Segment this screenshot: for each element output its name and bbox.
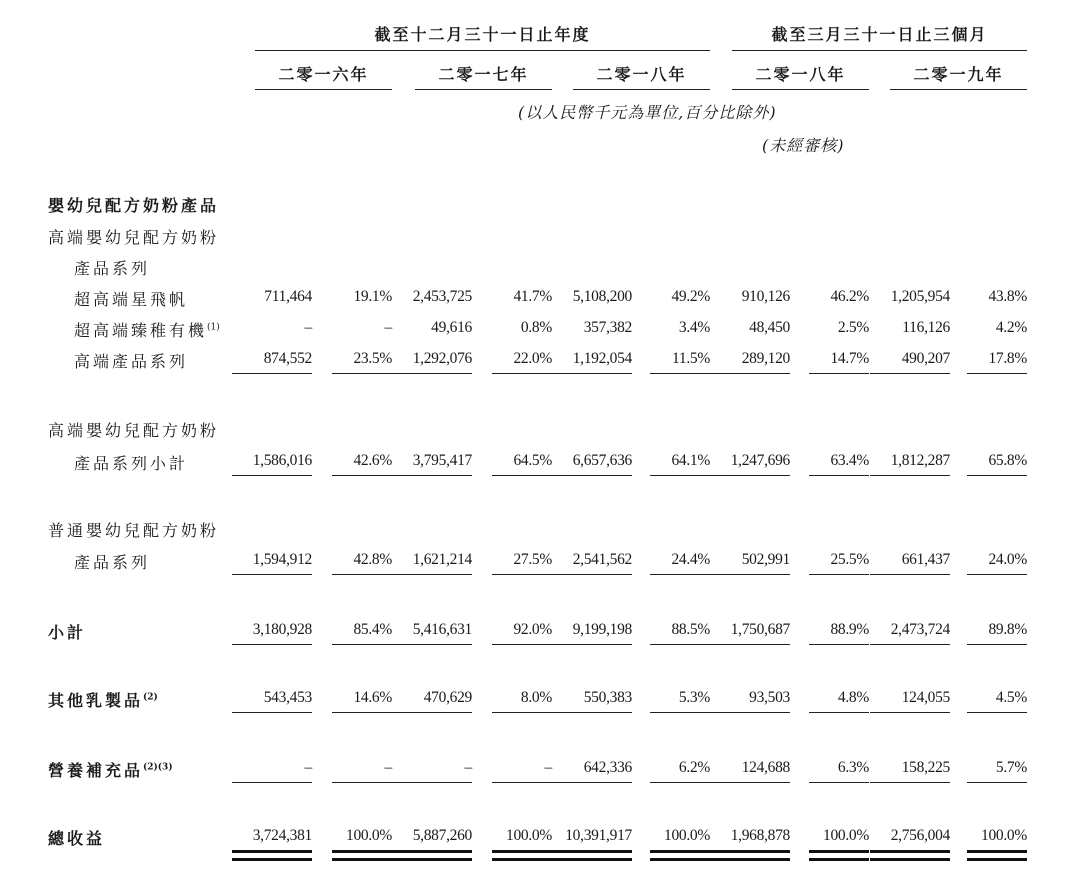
percent-cell: 27.5% — [513, 551, 552, 568]
row-label-text: 嬰幼兒配方奶粉產品 — [48, 196, 220, 215]
percent-cell: 65.8% — [988, 452, 1027, 469]
row-label — [48, 225, 219, 248]
amount-cell: 2,453,725 — [412, 288, 472, 305]
header-group-rule-1 — [255, 50, 710, 51]
cell-underline — [650, 712, 710, 713]
cell-underline — [650, 644, 710, 645]
amount-cell: 1,292,076 — [412, 350, 472, 367]
year-rule-q1-2018 — [732, 89, 869, 90]
cell-underline — [710, 712, 790, 713]
total-double-underline — [552, 850, 632, 853]
total-double-underline — [332, 858, 392, 861]
amount-cell: 1,205,954 — [890, 288, 950, 305]
percent-cell: 19.1% — [353, 288, 392, 305]
cell-underline — [967, 712, 1027, 713]
year-rule-2018 — [573, 89, 710, 90]
percent-cell: 23.5% — [353, 350, 392, 367]
amount-cell: 543,453 — [263, 689, 312, 706]
amount-cell: 49,616 — [431, 319, 472, 336]
row-label-text: 總收益 — [48, 829, 106, 848]
percent-cell: 22.0% — [513, 350, 552, 367]
percent-cell: 25.5% — [830, 551, 869, 568]
total-double-underline — [332, 850, 392, 853]
percent-cell: 6.2% — [678, 759, 710, 776]
amount-cell: 48,450 — [749, 319, 790, 336]
percent-cell: 3.4% — [678, 319, 710, 336]
percent-cell: 4.2% — [995, 319, 1027, 336]
percent-cell: 17.8% — [988, 350, 1027, 367]
amount-cell: 1,192,054 — [572, 350, 632, 367]
total-double-underline — [492, 858, 552, 861]
row-label — [48, 518, 219, 541]
cell-underline — [967, 373, 1027, 374]
percent-cell: 24.4% — [671, 551, 710, 568]
percent-cell: 42.6% — [353, 452, 392, 469]
cell-underline — [232, 712, 312, 713]
row-label — [48, 620, 86, 643]
amount-cell: 2,473,724 — [890, 621, 950, 638]
row-label — [48, 418, 219, 441]
percent-cell: 64.5% — [513, 452, 552, 469]
cell-underline — [870, 373, 950, 374]
cell-underline — [870, 475, 950, 476]
row-label — [48, 688, 158, 711]
amount-cell: 93,503 — [749, 689, 790, 706]
total-double-underline — [650, 858, 710, 861]
header-group-rule-2 — [732, 50, 1027, 51]
header-q1-2019: 二零一九年 — [913, 65, 1004, 84]
cell-underline — [710, 475, 790, 476]
row-label-text: 產品系列 — [74, 259, 151, 278]
amount-cell: 711,464 — [264, 288, 312, 305]
total-double-underline — [870, 850, 950, 853]
amount-cell: 910,126 — [741, 288, 790, 305]
amount-cell: – — [464, 759, 472, 776]
percent-cell: 41.7% — [513, 288, 552, 305]
amount-cell: 6,657,636 — [572, 452, 632, 469]
percent-cell: 88.5% — [671, 621, 710, 638]
cell-underline — [392, 712, 472, 713]
amount-cell: 3,724,381 — [252, 827, 312, 844]
cell-underline — [392, 574, 472, 575]
row-label-text: 普通嬰幼兒配方奶粉 — [48, 521, 220, 540]
amount-cell: 550,383 — [583, 689, 632, 706]
cell-underline — [552, 712, 632, 713]
percent-cell: 14.6% — [353, 689, 392, 706]
amount-cell: 1,621,214 — [412, 551, 472, 568]
cell-underline — [870, 782, 950, 783]
total-double-underline — [967, 850, 1027, 853]
percent-cell: 6.3% — [837, 759, 869, 776]
cell-underline — [809, 782, 869, 783]
row-label-text: 小計 — [48, 623, 87, 642]
percent-cell: 4.5% — [995, 689, 1027, 706]
row-label-text: 高端嬰幼兒配方奶粉 — [48, 228, 220, 247]
percent-cell: 92.0% — [513, 621, 552, 638]
percent-cell: 2.5% — [837, 319, 869, 336]
percent-cell: 49.2% — [671, 288, 710, 305]
total-double-underline — [870, 858, 950, 861]
cell-underline — [492, 644, 552, 645]
cell-underline — [870, 574, 950, 575]
header-year-2018: 二零一八年 — [596, 65, 687, 84]
row-label — [48, 758, 173, 781]
amount-cell: 874,552 — [263, 350, 312, 367]
cell-underline — [870, 644, 950, 645]
unit-note: (以人民幣千元為單位,百分比除外) — [518, 103, 777, 122]
total-double-underline — [967, 858, 1027, 861]
percent-cell: 64.1% — [671, 452, 710, 469]
percent-cell: 43.8% — [988, 288, 1027, 305]
percent-cell: 85.4% — [353, 621, 392, 638]
amount-cell: 490,207 — [901, 350, 950, 367]
footnote-marker: (1) — [207, 322, 220, 333]
cell-underline — [552, 475, 632, 476]
percent-cell: 8.0% — [520, 689, 552, 706]
cell-underline — [552, 782, 632, 783]
total-double-underline — [809, 850, 869, 853]
row-label-text: 高端嬰幼兒配方奶粉 — [48, 421, 220, 440]
row-label-text: 超高端星飛帆 — [74, 290, 189, 309]
header-group-year-ended: 截至十二月三十一日止年度 — [374, 25, 591, 44]
cell-underline — [392, 782, 472, 783]
amount-cell: 158,225 — [901, 759, 950, 776]
amount-cell: 2,756,004 — [890, 827, 950, 844]
header-year-2016: 二零一六年 — [278, 65, 369, 84]
percent-cell: 46.2% — [830, 288, 869, 305]
header-q1-2018: 二零一八年 — [755, 65, 846, 84]
percent-cell: 100.0% — [981, 827, 1027, 844]
cell-underline — [392, 373, 472, 374]
footnote-marker: (2)(3) — [143, 762, 173, 773]
cell-underline — [492, 782, 552, 783]
cell-underline — [809, 574, 869, 575]
cell-underline — [232, 475, 312, 476]
amount-cell: 3,180,928 — [252, 621, 312, 638]
cell-underline — [332, 782, 392, 783]
cell-underline — [710, 782, 790, 783]
cell-underline — [967, 574, 1027, 575]
amount-cell: 1,594,912 — [252, 551, 312, 568]
percent-cell: 5.3% — [678, 689, 710, 706]
row-label — [74, 287, 188, 310]
percent-cell: 100.0% — [823, 827, 869, 844]
amount-cell: 1,812,287 — [890, 452, 950, 469]
footnote-marker: (2) — [143, 692, 158, 703]
percent-cell: 100.0% — [664, 827, 710, 844]
cell-underline — [492, 373, 552, 374]
row-label — [74, 349, 188, 372]
row-label-text: 產品系列小計 — [74, 454, 189, 473]
row-label — [48, 193, 219, 216]
amount-cell: 10,391,917 — [565, 827, 632, 844]
percent-cell: – — [384, 319, 392, 336]
total-double-underline — [552, 858, 632, 861]
row-label-text: 其他乳製品 — [48, 691, 144, 710]
percent-cell: 63.4% — [830, 452, 869, 469]
cell-underline — [650, 574, 710, 575]
total-double-underline — [232, 850, 312, 853]
cell-underline — [232, 574, 312, 575]
total-double-underline — [710, 850, 790, 853]
cell-underline — [552, 373, 632, 374]
amount-cell: 502,991 — [741, 551, 790, 568]
percent-cell: 14.7% — [830, 350, 869, 367]
row-label — [74, 451, 188, 474]
row-label-text: 超高端臻稚有機 — [74, 321, 208, 340]
amount-cell: 9,199,198 — [572, 621, 632, 638]
year-rule-2017 — [415, 89, 552, 90]
percent-cell: 4.8% — [837, 689, 869, 706]
total-double-underline — [492, 850, 552, 853]
amount-cell: – — [304, 759, 312, 776]
cell-underline — [552, 644, 632, 645]
total-double-underline — [232, 858, 312, 861]
cell-underline — [392, 644, 472, 645]
cell-underline — [710, 574, 790, 575]
amount-cell: 1,247,696 — [730, 452, 790, 469]
row-label-text: 產品系列 — [74, 553, 151, 572]
amount-cell: 642,336 — [583, 759, 632, 776]
percent-cell: 100.0% — [346, 827, 392, 844]
header-year-2017: 二零一七年 — [438, 65, 529, 84]
amount-cell: 470,629 — [423, 689, 472, 706]
percent-cell: 11.5% — [672, 350, 710, 367]
percent-cell: – — [544, 759, 552, 776]
amount-cell: 5,108,200 — [572, 288, 632, 305]
row-label — [74, 256, 150, 279]
cell-underline — [650, 475, 710, 476]
cell-underline — [492, 712, 552, 713]
amount-cell: 289,120 — [741, 350, 790, 367]
cell-underline — [552, 574, 632, 575]
cell-underline — [650, 373, 710, 374]
amount-cell: 3,795,417 — [412, 452, 472, 469]
cell-underline — [332, 373, 392, 374]
total-double-underline — [392, 858, 472, 861]
total-double-underline — [710, 858, 790, 861]
cell-underline — [332, 712, 392, 713]
total-double-underline — [809, 858, 869, 861]
total-double-underline — [650, 850, 710, 853]
amount-cell: – — [304, 319, 312, 336]
amount-cell: 661,437 — [901, 551, 950, 568]
percent-cell: – — [384, 759, 392, 776]
header-group-three-months: 截至三月三十一日止三個月 — [771, 25, 988, 44]
cell-underline — [650, 782, 710, 783]
cell-underline — [809, 373, 869, 374]
amount-cell: 1,750,687 — [730, 621, 790, 638]
cell-underline — [332, 475, 392, 476]
percent-cell: 24.0% — [988, 551, 1027, 568]
row-label-text: 營養補充品 — [48, 761, 144, 780]
percent-cell: 0.8% — [520, 319, 552, 336]
cell-underline — [967, 644, 1027, 645]
amount-cell: 2,541,562 — [572, 551, 632, 568]
percent-cell: 100.0% — [506, 827, 552, 844]
cell-underline — [809, 644, 869, 645]
cell-underline — [710, 644, 790, 645]
percent-cell: 89.8% — [988, 621, 1027, 638]
amount-cell: 124,055 — [901, 689, 950, 706]
row-label-text: 高端產品系列 — [74, 352, 189, 371]
cell-underline — [392, 475, 472, 476]
amount-cell: 1,968,878 — [730, 827, 790, 844]
cell-underline — [232, 373, 312, 374]
amount-cell: 116,126 — [902, 319, 950, 336]
total-double-underline — [392, 850, 472, 853]
percent-cell: 5.7% — [995, 759, 1027, 776]
year-rule-2016 — [255, 89, 392, 90]
row-label — [74, 550, 150, 573]
cell-underline — [492, 475, 552, 476]
cell-underline — [332, 574, 392, 575]
cell-underline — [870, 712, 950, 713]
amount-cell: 5,416,631 — [412, 621, 472, 638]
cell-underline — [232, 782, 312, 783]
cell-underline — [492, 574, 552, 575]
year-rule-q1-2019 — [890, 89, 1027, 90]
unaudited-note: (未經審核) — [762, 136, 845, 155]
cell-underline — [967, 782, 1027, 783]
amount-cell: 124,688 — [741, 759, 790, 776]
cell-underline — [232, 644, 312, 645]
amount-cell: 1,586,016 — [252, 452, 312, 469]
cell-underline — [967, 475, 1027, 476]
percent-cell: 42.8% — [353, 551, 392, 568]
cell-underline — [809, 712, 869, 713]
amount-cell: 5,887,260 — [412, 827, 472, 844]
percent-cell: 88.9% — [830, 621, 869, 638]
cell-underline — [710, 373, 790, 374]
cell-underline — [809, 475, 869, 476]
amount-cell: 357,382 — [583, 319, 632, 336]
cell-underline — [332, 644, 392, 645]
row-label — [48, 826, 105, 849]
